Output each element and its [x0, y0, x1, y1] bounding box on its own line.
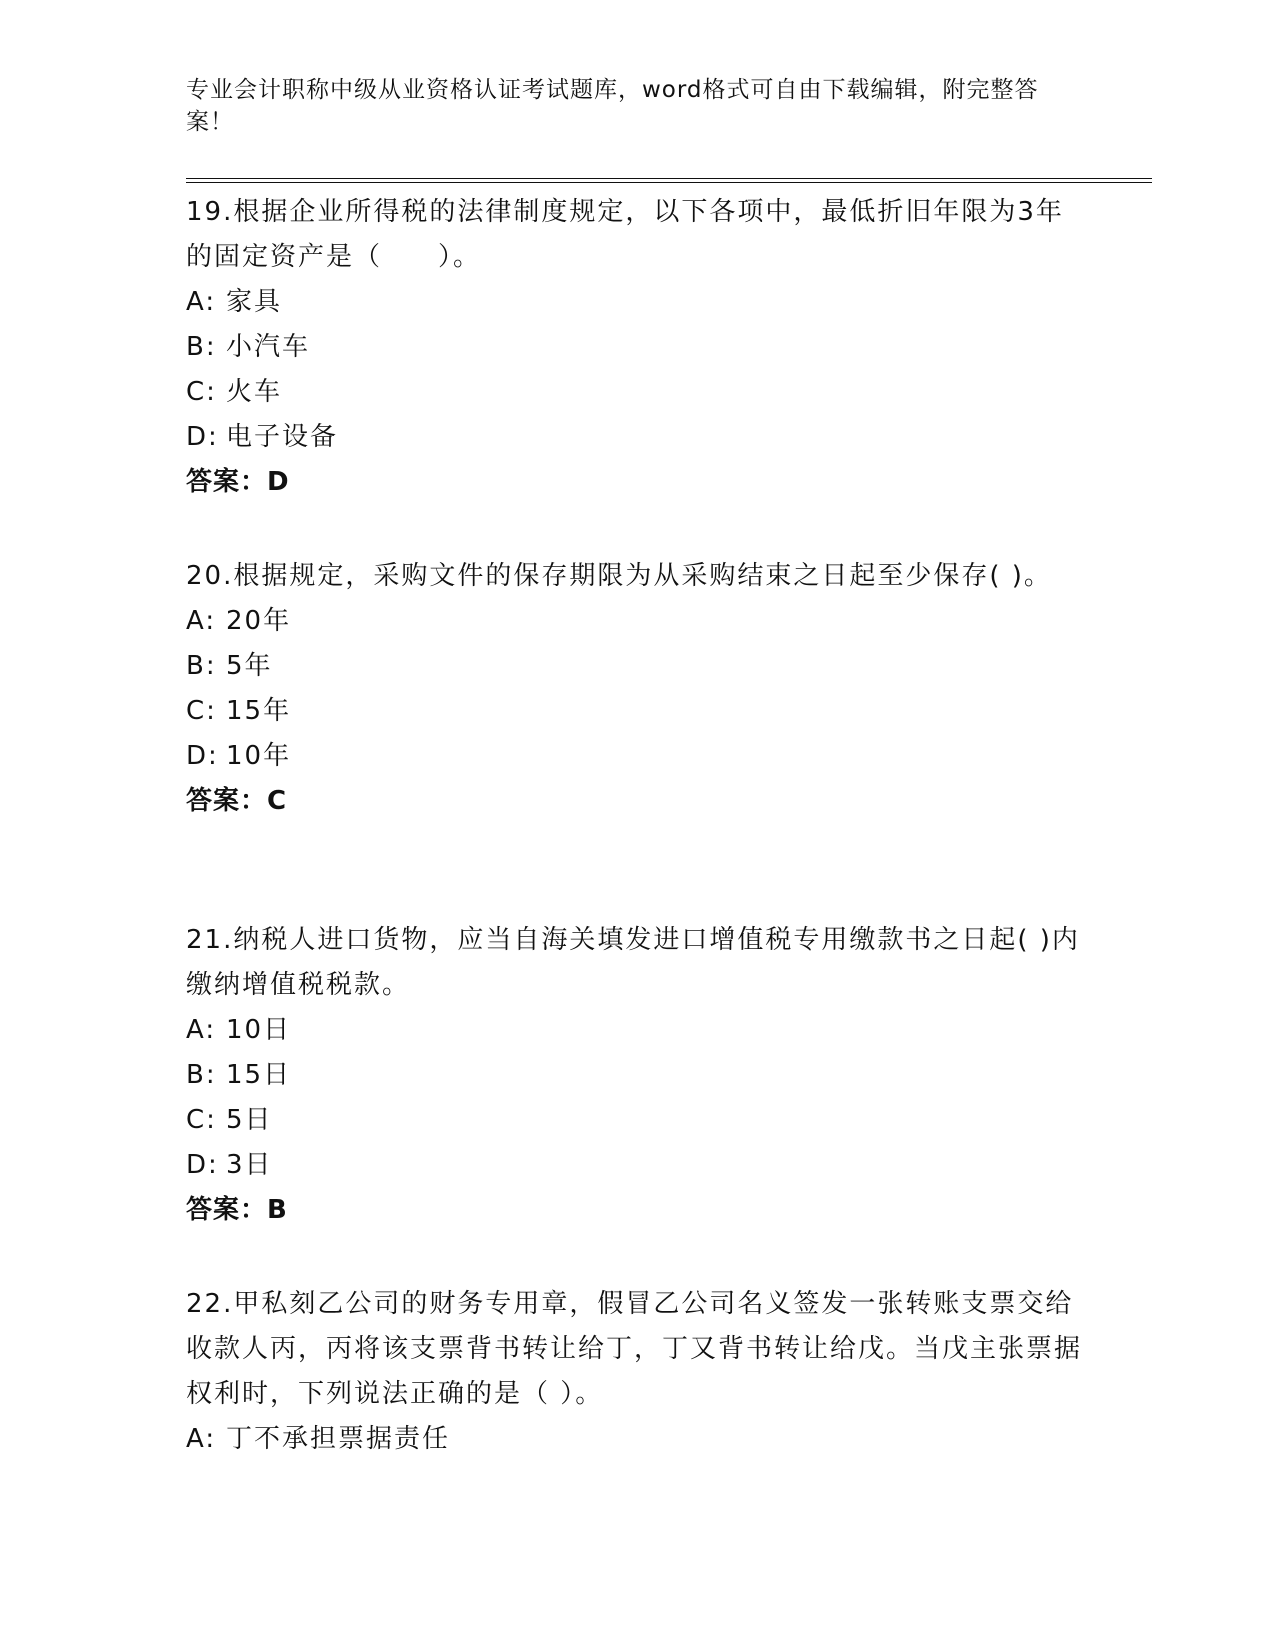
question-stem: 22.甲私刻乙公司的财务专用章，假冒乙公司名义签发一张转账支票交给收款人丙，丙将该支票背书转让给丁，丁又背书转让给戊。当戊主张票据权利时，下列说法正确的是（ ）。	[186, 1289, 1083, 1409]
option-text: 10年	[226, 741, 292, 771]
option-key: B:	[186, 1060, 217, 1090]
option-c	[186, 689, 1086, 734]
option-d	[186, 1143, 1086, 1188]
option-text: 家具	[226, 287, 283, 317]
question-21	[186, 918, 1086, 1233]
option-a	[186, 1417, 1086, 1462]
question-stem: 19.根据企业所得税的法律制度规定，以下各项中，最低折旧年限为3年的固定资产是（ ）。	[186, 197, 1064, 272]
option-key: C:	[186, 696, 217, 726]
option-text: 电子设备	[226, 422, 339, 452]
question-20	[186, 554, 1086, 824]
option-text: 火车	[226, 377, 283, 407]
option-text: 5日	[226, 1105, 273, 1135]
answer-line: 答案：C	[186, 786, 288, 816]
question-stem: 21.纳税人进口货物，应当自海关填发进口增值税专用缴款书之日起( )内缴纳增值税税款。	[186, 925, 1080, 1000]
document-intro: 专业会计职称中级从业资格认证考试题库，word格式可自由下载编辑，附完整答案！	[186, 77, 1039, 135]
option-text: 3日	[226, 1150, 273, 1180]
option-text: 小汽车	[226, 332, 311, 362]
option-key: C:	[186, 1105, 217, 1135]
option-text: 15年	[226, 696, 292, 726]
option-text: 20年	[226, 606, 292, 636]
option-b	[186, 325, 1086, 370]
header-divider-bottom	[186, 182, 1152, 183]
option-a	[186, 280, 1086, 325]
option-key: A:	[186, 287, 217, 317]
question-22	[186, 1282, 1086, 1462]
question-stem: 20.根据规定，采购文件的保存期限为从采购结束之日起至少保存( )。	[186, 561, 1052, 591]
option-key: A:	[186, 1015, 217, 1045]
question-19	[186, 190, 1086, 505]
option-d	[186, 415, 1086, 460]
option-a	[186, 1008, 1086, 1053]
option-text: 丁不承担票据责任	[226, 1424, 451, 1454]
option-key: C:	[186, 377, 217, 407]
option-c	[186, 370, 1086, 415]
option-d	[186, 734, 1086, 779]
option-key: B:	[186, 332, 217, 362]
option-key: A:	[186, 1424, 217, 1454]
answer-line: 答案：D	[186, 467, 290, 497]
option-c	[186, 1098, 1086, 1143]
option-text: 10日	[226, 1015, 292, 1045]
option-key: A:	[186, 606, 217, 636]
option-a	[186, 599, 1086, 644]
answer-line: 答案：B	[186, 1195, 288, 1225]
header-divider-top	[186, 178, 1152, 179]
option-text: 15日	[226, 1060, 292, 1090]
option-b	[186, 1053, 1086, 1098]
option-text: 5年	[226, 651, 273, 681]
option-key: D:	[186, 741, 219, 771]
option-b	[186, 644, 1086, 689]
option-key: B:	[186, 651, 217, 681]
option-key: D:	[186, 422, 219, 452]
option-key: D:	[186, 1150, 219, 1180]
